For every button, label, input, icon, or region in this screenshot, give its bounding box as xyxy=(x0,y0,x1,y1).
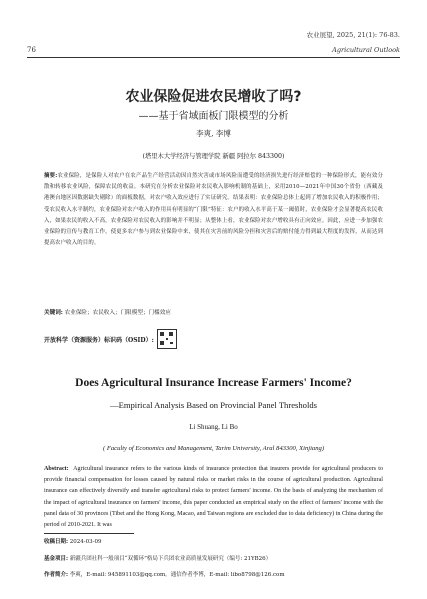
fund-label: 基金项目: xyxy=(44,556,69,562)
osid-label: 开放科学（资源服务）标识码（OSID）: xyxy=(44,336,154,344)
en-subtitle: —Empirical Analysis Based on Provincial Panel Thresholds xyxy=(109,400,318,410)
cn-keywords-text: 农业保险；农民收入；门限模型；门槛效应 xyxy=(64,310,171,316)
en-authors: Li Shuang, Li Bo xyxy=(189,423,238,431)
cn-abstract xyxy=(44,171,383,249)
cn-authors: 李爽, 李博 xyxy=(196,129,231,138)
cn-subtitle: ——基于省域面板门限模型的分析 xyxy=(138,111,289,122)
journal-name-en: Agricultural Outlook xyxy=(332,46,400,54)
received-label: 收稿日期: xyxy=(44,539,69,545)
page-number: 76 xyxy=(27,46,36,54)
qr-code-icon[interactable] xyxy=(157,329,177,349)
fund-value: 新疆兵团社科一般项目“双循环”格局下兵团农业高质量发展研究（编号: 21YB26） xyxy=(69,556,272,562)
en-affiliation: ( Faculty of Economics and Management, Tarim University, Aral 843300, Xinjiang) xyxy=(102,445,325,452)
cn-abstract-label: 摘要: xyxy=(44,173,58,179)
journal-issue: 农业展望, 2025, 21(1): 76-83. xyxy=(306,31,400,39)
osid-row xyxy=(44,329,177,349)
cn-affiliation: (塔里木大学经济与管理学院 新疆 阿拉尔 843300) xyxy=(142,153,285,160)
cn-keywords-label: 关键词: xyxy=(44,310,63,316)
en-abstract-label: Abstract: xyxy=(44,466,69,472)
cn-abstract-text: 农业保险，是保险人对农户在农产品生产经营活动因自然灾害或市场风险而遭受的经济损失进行经济赔偿的一种保险形式，能有效分散和转移农业风险，保障农民的收益。本研究在分析农业保险对农民收入影响机制的基础上，采用2010—2021年中国30个省份（西藏及港澳台地区因数据缺失剔除）的面板数据，对农户收入效应进行了实证研究。结果表明：农业保险总体上起到了增加农民收入的积极作用；受农民收入水平制约，农业保险对农户收入的作用具有明显的“门限”特征：农户的收入水平高于某一阈值时，农业保险才会显著提高农民收入，如果农民的收入不高，农业保险对农民收入的影响并不明显；从整体上看，农业保险对农户增收具有正向效应。因此，应进一步加强农业保险的宣传与教育工作，使更多农户参与到农业保险中来，使其在灾害前的风险分担和灾害后的赔付能力得到最大程度的发挥，从而达到提高农户收入的目的。 xyxy=(44,173,383,247)
cn-keywords xyxy=(44,308,383,316)
received-date xyxy=(44,537,383,545)
author-value: 李爽，E-mail: 945891103@qq.com。通信作者李博，E-mail: libo8798@126.com xyxy=(69,572,285,578)
author-label: 作者简介: xyxy=(44,572,69,578)
header-rule xyxy=(27,57,400,58)
en-title: Does Agricultural Insurance Increase Farmers' Income? xyxy=(75,377,352,389)
author-bio xyxy=(44,570,383,578)
en-abstract-text: Agricultural insurance refers to the various kinds of insurance protection that insurers provide for agricultural producers to provide financial compensation for losses caused by natural risks or market risks in the course of agricultural production. Agricultural insurance can effectively diversify and transfer agricultural risks to protect farmers' income. On the basis of analyzing the mechanism of the impact of agricultural insurance on farmers' income, this paper conducted an empirical study on the effect of farmers' income with the panel data of 30 provinces (Tibet and the Hong Kong, Macao, and Taiwan regions are excluded due to data deficiency) in China during the period of 2010-2021. It was xyxy=(44,466,384,529)
en-abstract xyxy=(44,464,383,531)
fund-project xyxy=(44,554,383,562)
footnote-rule xyxy=(44,533,134,534)
received-value: 2024-03-09 xyxy=(69,539,102,545)
cn-title: 农业保险促进农民增收了吗? xyxy=(125,89,302,105)
